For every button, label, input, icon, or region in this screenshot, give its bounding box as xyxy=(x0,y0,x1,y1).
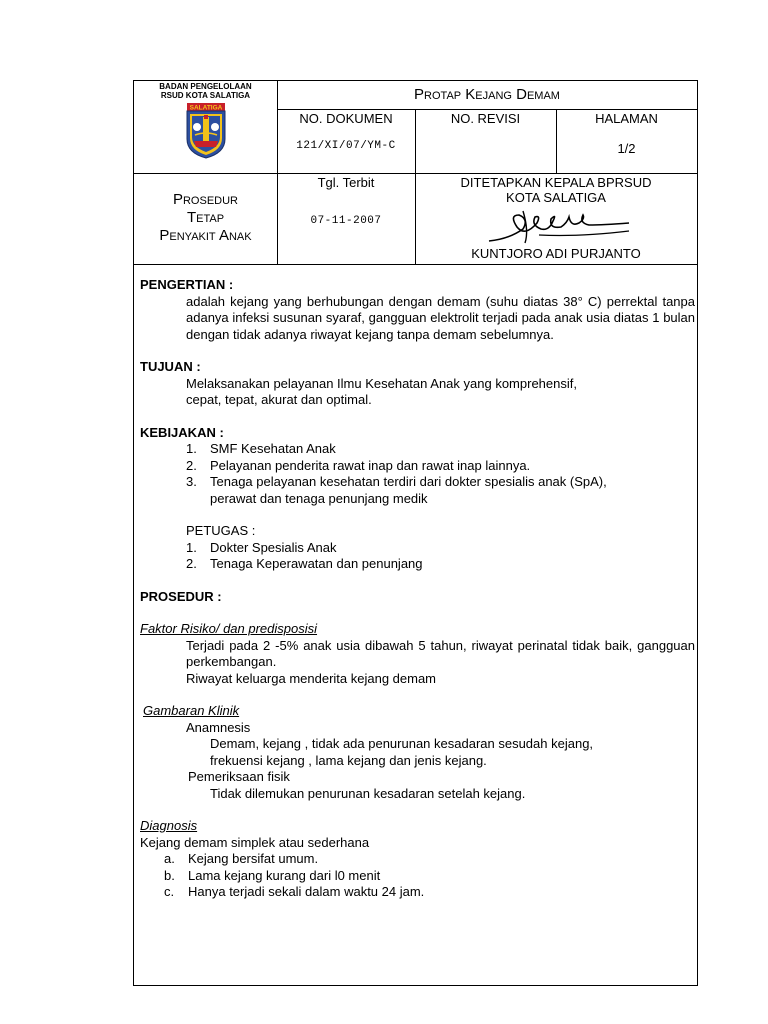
diagnosis-text: Kejang demam simplek atau sederhana xyxy=(140,834,370,850)
list-text: SMF Kesehatan Anak xyxy=(210,441,336,456)
no-revisi-label: NO. REVISI xyxy=(450,111,521,126)
list-text: Tenaga pelayanan kesehatan terdiri dari dokter spesialis anak (SpA), xyxy=(210,474,607,489)
tgl-terbit-label: Tgl. Terbit xyxy=(317,175,375,190)
diagnosis-heading: Diagnosis xyxy=(140,818,198,833)
kebijakan-list xyxy=(140,441,695,507)
list-text: Tenaga Keperawatan dan penunjang xyxy=(210,556,423,571)
list-text: Dokter Spesialis Anak xyxy=(210,539,337,555)
list-number: 1. xyxy=(186,441,197,456)
gambaran-klinik-heading: Gambaran Klinik xyxy=(143,703,240,718)
pemeriksaan-fisik-label: Pemeriksaan fisik xyxy=(188,769,290,784)
petugas-list xyxy=(140,540,695,573)
list-number: 2. xyxy=(186,556,197,571)
pengertian-text: adalah kejang yang berhubungan dengan demam (suhu diatas 38° C) perrektal tanpa adanya infeksi susunan syaraf, gangguan elektrolit terjadi pada anak usia diatas 1 bulan dengan tidak adanya riwayat kejang tanpa demam sebelumnya. xyxy=(186,293,695,342)
list-text: Kejang bersifat umum. xyxy=(188,851,319,866)
list-item xyxy=(186,539,695,557)
list-number: 1. xyxy=(186,539,197,555)
tgl-terbit-value: 07-11-2007 xyxy=(310,215,382,227)
faktor-risiko-text-2: Riwayat keluarga menderita kejang demam xyxy=(186,670,437,686)
list-item xyxy=(164,851,695,868)
ditetapkan-line-1: DITETAPKAN KEPALA BPRSUD xyxy=(460,175,652,190)
list-item xyxy=(186,441,695,458)
anamnesis-line-2: frekuensi kejang , lama kejang dan jenis kejang. xyxy=(210,752,487,768)
petugas-heading: PETUGAS : xyxy=(186,523,256,538)
list-item xyxy=(164,884,695,901)
halaman-label: HALAMAN xyxy=(595,111,658,126)
list-text: Pelayanan penderita rawat inap dan rawat inap lainnya. xyxy=(210,457,531,473)
section-title-line-2: Tetap xyxy=(186,209,225,226)
pemeriksaan-fisik-text: Tidak dilemukan penurunan kesadaran setelah kejang. xyxy=(210,785,526,801)
document-page xyxy=(133,80,698,986)
document-header xyxy=(134,81,697,265)
org-line-1: BADAN PENGELOLAAN xyxy=(159,82,252,91)
anamnesis-line-1: Demam, kejang , tidak ada penurunan kesadaran sesudah kejang, xyxy=(210,736,594,751)
kebijakan-heading: KEBIJAKAN : xyxy=(140,424,224,440)
list-item xyxy=(164,867,695,885)
document-title: Protap Kejang Demam xyxy=(414,86,560,103)
list-text: Lama kejang kurang dari l0 menit xyxy=(188,867,381,883)
no-dokumen-label: NO. DOKUMEN xyxy=(299,111,393,126)
org-line-2: RSUD KOTA SALATIGA xyxy=(160,91,251,100)
list-text: perawat dan tenaga penunjang medik xyxy=(210,490,428,506)
tujuan-line-1: Melaksanakan pelayanan Ilmu Kesehatan Anak yang komprehensif, xyxy=(186,375,577,391)
signatory-name: KUNTJORO ADI PURJANTO xyxy=(471,246,641,261)
faktor-risiko-heading: Faktor Risiko/ dan predisposisi xyxy=(140,621,318,636)
prosedur-heading: PROSEDUR : xyxy=(140,588,222,604)
org-name xyxy=(134,82,277,100)
list-item xyxy=(186,474,695,491)
list-number: b. xyxy=(164,867,175,883)
pengertian-heading: PENGERTIAN : xyxy=(140,277,234,292)
section-title xyxy=(134,191,277,245)
faktor-risiko-text: Terjadi pada 2 -5% anak usia dibawah 5 tahun, riwayat perinatal tidak baik, gangguan perkembangan. xyxy=(186,637,695,669)
ditetapkan-line-2: KOTA SALATIGA xyxy=(506,190,606,205)
list-item xyxy=(210,491,695,508)
halaman-value: 1/2 xyxy=(617,141,636,156)
anamnesis-label: Anamnesis xyxy=(186,719,251,735)
document-body xyxy=(140,277,695,901)
list-number: 2. xyxy=(186,457,197,473)
diagnosis-list xyxy=(140,851,695,901)
list-item xyxy=(186,457,695,475)
list-item xyxy=(186,556,695,573)
logo-text: SALATIGA xyxy=(189,104,223,112)
tujuan-line-2: cepat, tepat, akurat dan optimal. xyxy=(186,392,372,407)
list-number: c. xyxy=(164,884,175,899)
list-text: Hanya terjadi sekali dalam waktu 24 jam. xyxy=(188,884,425,899)
tujuan-heading: TUJUAN : xyxy=(140,359,201,374)
list-number: a. xyxy=(164,851,175,866)
no-dokumen-value: 121/XI/07/YM-C xyxy=(296,140,396,152)
section-title-line-3: Penyakit Anak xyxy=(159,227,252,244)
section-title-line-1: Prosedur xyxy=(172,191,238,208)
signature-image xyxy=(479,201,639,249)
list-number: 3. xyxy=(186,474,197,489)
salatiga-emblem-logo xyxy=(183,101,229,159)
